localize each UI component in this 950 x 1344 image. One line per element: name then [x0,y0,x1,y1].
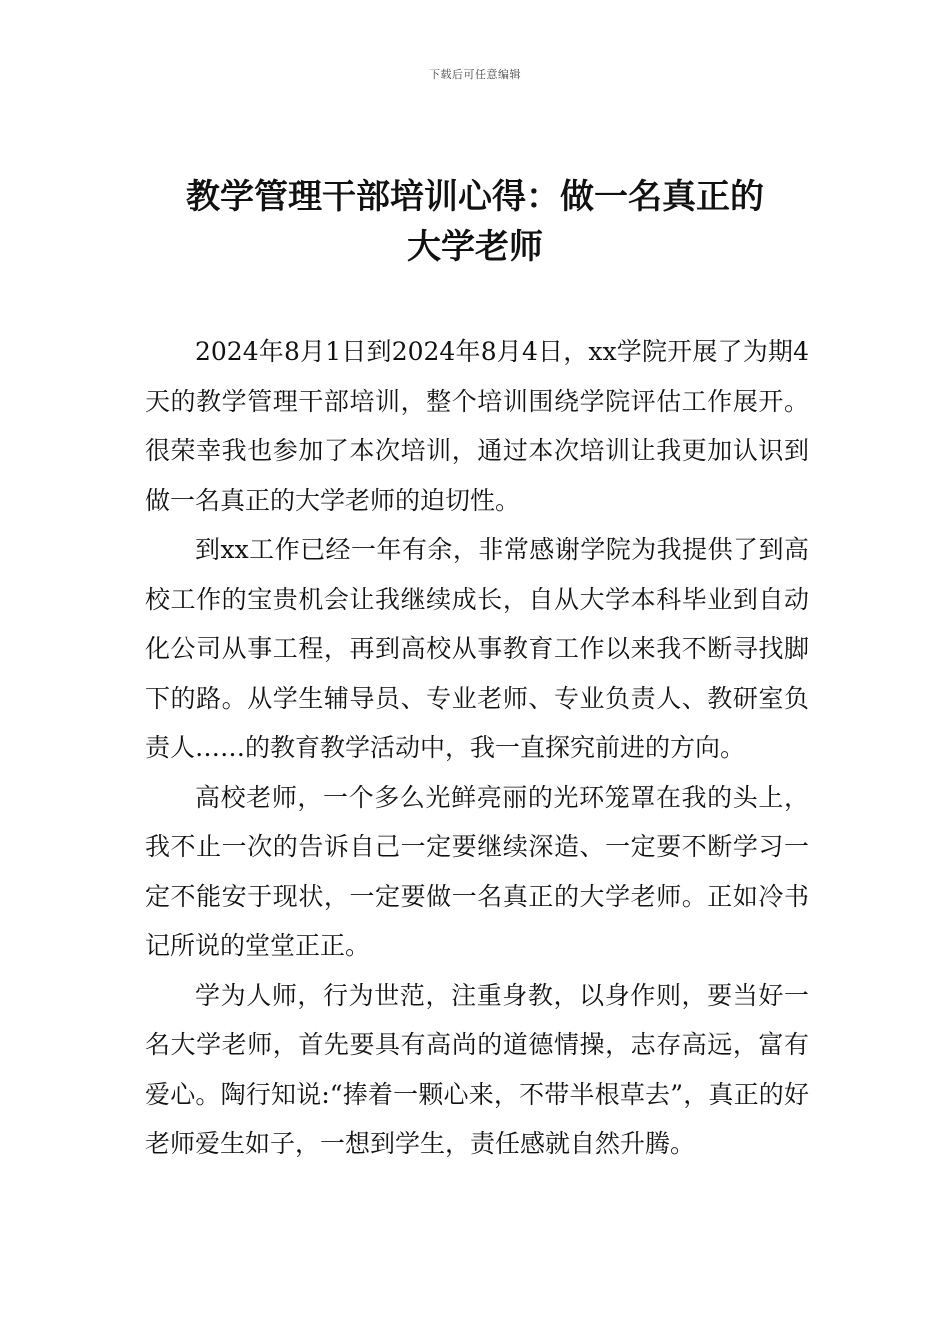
title-line-2: 大学老师 [407,227,543,267]
header-note: 下载后可任意编辑 [429,68,521,81]
document-body [145,327,809,1169]
paragraph-3: 高校老师，一个多么光鲜亮丽的光环笼罩在我的头上，我不止一次的告诉自己一定要继续深造、一定要不断学习一定不能安于现状，一定要做一名真正的大学老师。正如冷书记所说的堂堂正正。 [145,782,809,960]
paragraph-1: 2024年8月1日到2024年8月4日，xx学院开展了为期4天的教学管理干部培训，整个培训围绕学院评估工作展开。很荣幸我也参加了本次培训，通过本次培训让我更加认识到做一名真正的大学老师的迫切性。 [145,337,809,515]
paragraph-2: 到xx工作已经一年有余，非常感谢学院为我提供了到高校工作的宝贵机会让我继续成长，自从大学本科毕业到自动化公司从事工程，再到高校从事教育工作以来我不断寻找脚下的路。从学生辅导员、专业老师、专业负责人、教研室负责人……的教育教学活动中，我一直探究前进的方向。 [145,535,809,762]
paragraph-4: 学为人师，行为世范，注重身教，以身作则，要当好一名大学老师，首先要具有高尚的道德情操，志存高远，富有爱心。陶行知说:“捧着一颗心来，不带半根草去”，真正的好老师爱生如子，一想到学生，责任感就自然升腾。 [145,980,809,1158]
document-title [145,172,805,272]
title-line-1: 教学管理干部培训心得：做一名真正的 [186,177,764,217]
